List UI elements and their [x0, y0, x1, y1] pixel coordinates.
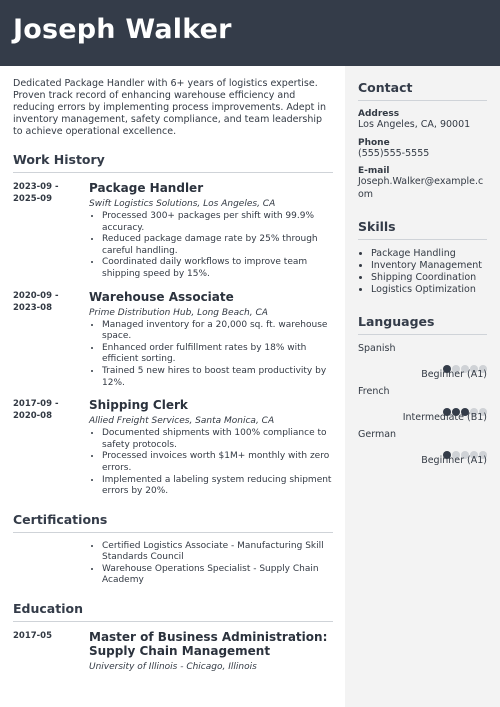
job-title: Warehouse Associate — [89, 289, 234, 304]
email-label: E-mail — [358, 166, 390, 176]
summary: Dedicated Package Handler with 6+ years of logistics expertise. Proven track record of enhancing warehouse efficiency and reducing errors by implementing process improvements. Adept in inventory management, safety compliance, and team leadership to achieve operational excellence. — [13, 78, 327, 137]
job-date-end: 2025-09 — [13, 194, 53, 204]
language-item — [358, 343, 487, 380]
languages-heading: Languages — [358, 314, 487, 335]
job-entry — [13, 181, 333, 281]
language-rating — [358, 444, 487, 454]
school-name: University of Illinois - Chicago, Illinois — [89, 662, 257, 673]
skills-list — [358, 248, 487, 296]
resume-header — [0, 0, 500, 66]
job-date-start: 2023-09 - — [13, 182, 59, 192]
skill-item: • Package Handling — [371, 248, 487, 260]
job-company: Allied Freight Services, Santa Monica, CA — [89, 416, 275, 427]
contact-heading: Contact — [358, 80, 487, 101]
job-bullets — [89, 211, 333, 281]
certification-item: • Warehouse Operations Specialist - Supply Chain Academy — [102, 564, 333, 587]
job-date-end: 2023-08 — [13, 302, 53, 313]
job-bullet: • Reduced package damage rate by 25% through careful handling. — [102, 234, 333, 257]
job-bullet: • Implemented a labeling system reducing shipment errors by 20%. — [102, 475, 333, 498]
job-bullet: • Documented shipments with 100% compliance to safety protocols. — [102, 428, 333, 451]
job-bullet: • Coordinated daily workflows to improve team shipping speed by 15%. — [102, 257, 333, 280]
language-rating — [358, 401, 487, 411]
language-name: German — [358, 429, 397, 440]
job-bullet: • Enhanced order fulfillment rates by 18% with efficient sorting. — [102, 343, 333, 366]
job-bullets — [89, 428, 333, 498]
skill-item: • Shipping Coordination — [371, 272, 487, 284]
main-column — [13, 66, 333, 682]
skill-item: • Inventory Management — [371, 260, 487, 272]
language-level: Beginner (A1) — [421, 455, 487, 466]
job-bullet: • Trained 5 new hires to boost team productivity by 12%. — [102, 366, 333, 389]
job-dates — [13, 290, 89, 390]
sidebar — [345, 66, 500, 707]
education-entry — [13, 630, 333, 673]
language-item — [358, 429, 487, 466]
job-entry — [13, 398, 333, 498]
job-dates — [13, 398, 89, 498]
certifications-heading: Certifications — [13, 512, 333, 533]
languages-list — [358, 343, 487, 466]
education-heading: Education — [13, 601, 333, 622]
job-dates — [13, 181, 89, 281]
job-title: Package Handler — [89, 181, 204, 195]
work-history-list — [13, 181, 333, 498]
language-rating — [358, 358, 487, 368]
job-title: Shipping Clerk — [89, 398, 188, 413]
address-value: Los Angeles, CA, 90001 — [358, 119, 471, 130]
job-company: Swift Logistics Solutions, Los Angeles, CA — [89, 199, 276, 209]
language-name: Spanish — [358, 343, 396, 354]
degree-title: Master of Business Administration: Supply Chain Management — [89, 630, 328, 659]
skill-item: • Logistics Optimization — [371, 284, 487, 296]
phone-label: Phone — [358, 137, 390, 148]
language-level: Beginner (A1) — [421, 369, 487, 380]
skills-heading: Skills — [358, 219, 487, 240]
language-level: Intermediate (B1) — [402, 412, 487, 423]
job-entry — [13, 290, 333, 390]
job-company: Prime Distribution Hub, Long Beach, CA — [89, 307, 268, 318]
job-date-end: 2020-08 — [13, 411, 53, 422]
work-history-heading: Work History — [13, 152, 333, 173]
language-name: French — [358, 386, 390, 397]
job-bullet: • Processed invoices worth $1M+ monthly with zero errors. — [102, 451, 333, 474]
job-date-start: 2020-09 - — [13, 290, 59, 301]
certifications-list — [13, 541, 333, 587]
education-date: 2017-05 — [13, 631, 53, 642]
job-bullets — [89, 320, 333, 390]
job-bullet: • Managed inventory for a 20,000 sq. ft. warehouse space. — [102, 320, 333, 343]
candidate-name: Joseph Walker — [13, 14, 232, 45]
job-date-start: 2017-09 - — [13, 399, 59, 410]
certification-item: • Certified Logistics Associate - Manufacturing Skill Standards Council — [102, 541, 333, 564]
address-label: Address — [358, 109, 400, 119]
email-value: Joseph.Walker@example.com — [358, 176, 484, 200]
phone-value: (555)555-5555 — [358, 147, 430, 159]
job-bullet: • Processed 300+ packages per shift with 99.9% accuracy. — [102, 211, 333, 234]
language-item — [358, 386, 487, 423]
